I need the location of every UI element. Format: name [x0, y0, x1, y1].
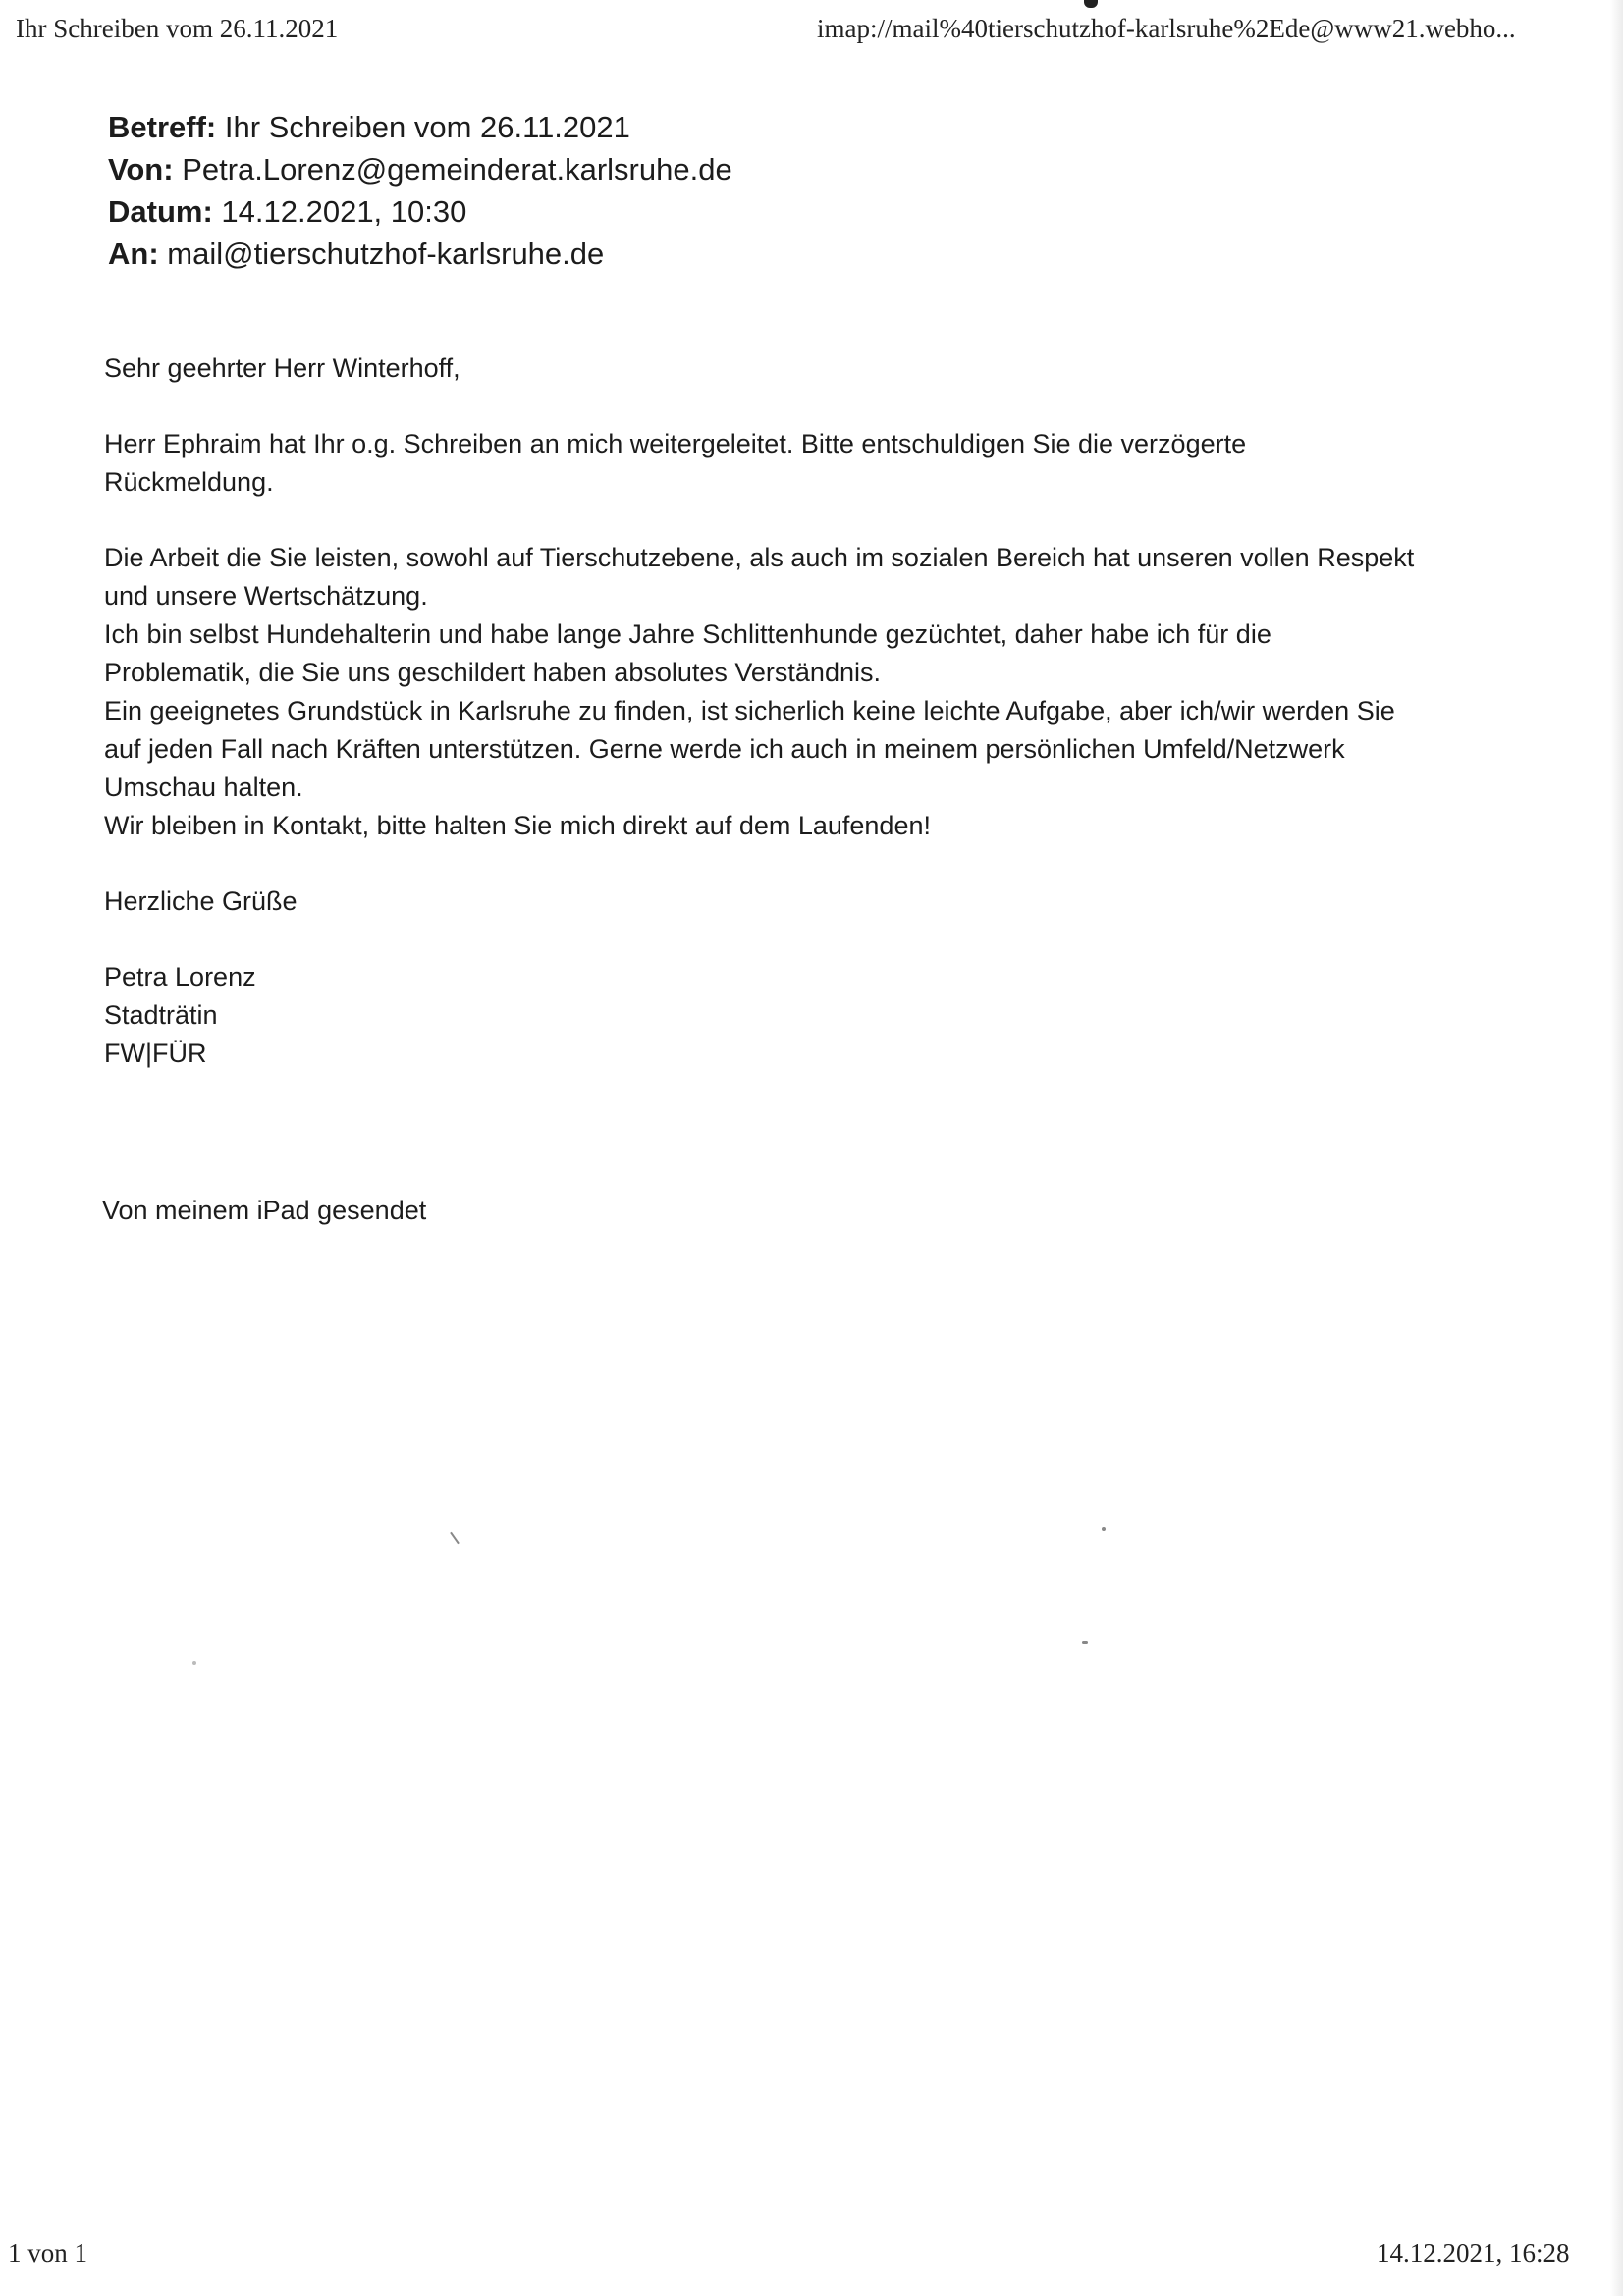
- sent-from-note: Von meinem iPad gesendet: [102, 1196, 427, 1225]
- paragraph-line: auf jeden Fall nach Kräften unterstützen. Gerne werde ich auch in meinem persönlichen Umfeld/Netzwerk: [104, 734, 1345, 764]
- scan-edge-shadow: [1610, 0, 1623, 2296]
- email-body: [104, 349, 1518, 1110]
- date-row: [108, 190, 732, 233]
- page-counter: 1 von 1: [8, 2238, 87, 2268]
- scan-artifact: [1084, 0, 1098, 8]
- subject-label: Betreff:: [108, 110, 217, 144]
- from-value: Petra.Lorenz@gemeinderat.karlsruhe.de: [182, 152, 732, 187]
- print-footer: [0, 2238, 1623, 2277]
- email-headers: [108, 106, 732, 275]
- scan-speck: [450, 1532, 460, 1545]
- scan-speck: [1102, 1527, 1106, 1531]
- date-value: 14.12.2021, 10:30: [221, 194, 467, 229]
- print-header-url: imap://mail%40tierschutzhof-karlsruhe%2Ede@www21.webho...: [817, 14, 1516, 43]
- signature-party: FW|FÜR: [104, 1039, 207, 1068]
- paragraph-line: Ein geeignetes Grundstück in Karlsruhe zu finden, ist sicherlich keine leichte Aufgabe, aber ich/wir werden Sie: [104, 696, 1395, 725]
- paragraph-line: Rückmeldung.: [104, 467, 274, 497]
- paragraph-line: Herr Ephraim hat Ihr o.g. Schreiben an mich weitergeleitet. Bitte entschuldigen Sie die verzögerte: [104, 429, 1247, 458]
- date-label: Datum:: [108, 194, 213, 229]
- closing: Herzliche Grüße: [104, 886, 298, 916]
- print-timestamp: 14.12.2021, 16:28: [1377, 2238, 1570, 2268]
- subject-value: Ihr Schreiben vom 26.11.2021: [224, 110, 630, 144]
- greeting: Sehr geehrter Herr Winterhoff,: [104, 353, 460, 383]
- from-label: Von:: [108, 152, 174, 187]
- signature: [104, 958, 1518, 1073]
- paragraph-line: Problematik, die Sie uns geschildert haben absolutes Verständnis.: [104, 658, 881, 687]
- signature-name: Petra Lorenz: [104, 962, 256, 991]
- subject-row: [108, 106, 732, 148]
- scan-speck: [1082, 1641, 1088, 1644]
- paragraph-line: und unsere Wertschätzung.: [104, 581, 428, 611]
- to-label: An:: [108, 237, 159, 271]
- print-header: [0, 14, 1623, 53]
- paragraph-line: Umschau halten.: [104, 773, 303, 802]
- scan-speck: [192, 1661, 196, 1665]
- paragraph-line: Ich bin selbst Hundehalterin und habe lange Jahre Schlittenhunde gezüchtet, daher habe ich für die: [104, 619, 1271, 649]
- paragraph-line: Die Arbeit die Sie leisten, sowohl auf Tierschutzebene, als auch im sozialen Bereich hat unseren vollen Respekt: [104, 543, 1415, 572]
- paragraph-main: [104, 539, 1518, 845]
- print-header-title: Ihr Schreiben vom 26.11.2021: [16, 14, 339, 43]
- paragraph-line: Wir bleiben in Kontakt, bitte halten Sie mich direkt auf dem Laufenden!: [104, 811, 931, 840]
- to-value: mail@tierschutzhof-karlsruhe.de: [167, 237, 605, 271]
- to-row: [108, 233, 732, 275]
- from-row: [108, 148, 732, 190]
- signature-title: Stadträtin: [104, 1000, 218, 1030]
- paragraph-forwarded: [104, 425, 1518, 502]
